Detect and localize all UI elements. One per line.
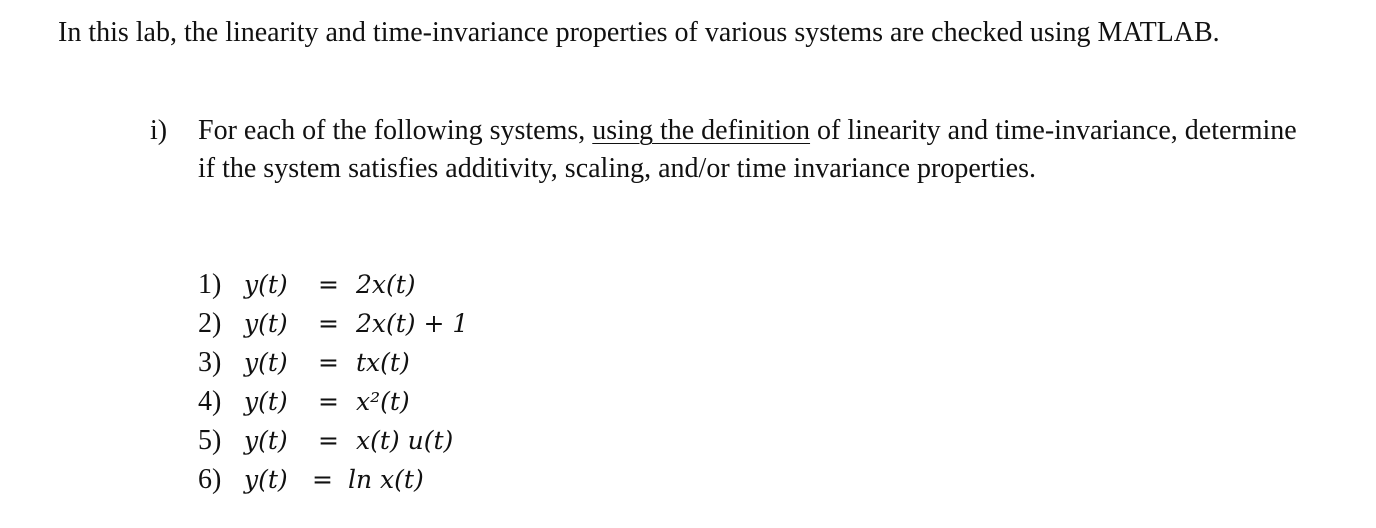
intro-paragraph: In this lab, the linearity and time-invariance properties of various systems are checked using MATLAB.	[58, 17, 1220, 48]
task-text-before: For each of the following systems,	[198, 115, 593, 146]
task-text-underlined: using the definition	[592, 115, 811, 146]
task-marker: i)	[150, 115, 168, 146]
equation-rhs: 2x(t) + 1	[356, 309, 469, 338]
equals-sign: =	[318, 426, 339, 455]
equation-number: 2)	[198, 308, 222, 339]
equation-number: 6)	[198, 464, 222, 495]
equals-sign: =	[312, 465, 333, 494]
task-text	[198, 112, 1308, 188]
equation-row	[198, 461, 698, 499]
equation-lhs: y(t)	[244, 387, 288, 416]
equation-lhs: y(t)	[244, 465, 288, 494]
equation-lhs: y(t)	[244, 270, 288, 299]
equation-row	[198, 422, 698, 460]
equation-number: 4)	[198, 386, 222, 417]
equation-row	[198, 383, 698, 421]
equation-lhs: y(t)	[244, 348, 288, 377]
equation-number: 3)	[198, 347, 222, 378]
equation-rhs: 2x(t)	[356, 270, 416, 299]
equation-row	[198, 266, 698, 304]
equation-number: 5)	[198, 425, 222, 456]
equals-sign: =	[318, 348, 339, 377]
equals-sign: =	[318, 309, 339, 338]
equals-sign: =	[318, 387, 339, 416]
task-text-after: of linearity and time-invariance, determine if the system satisfies additivity, scaling, and/or time invariance properties.	[198, 115, 1297, 184]
equation-number: 1)	[198, 269, 222, 300]
equation-row	[198, 344, 698, 382]
equation-lhs: y(t)	[244, 309, 288, 338]
equation-lhs: y(t)	[244, 426, 288, 455]
equation-rhs: x(t) u(t)	[356, 426, 454, 455]
equation-row	[198, 305, 698, 343]
equation-rhs: x²(t)	[356, 387, 410, 416]
equation-rhs: tx(t)	[356, 348, 410, 377]
equation-rhs: ln x(t)	[348, 465, 424, 494]
equals-sign: =	[318, 270, 339, 299]
